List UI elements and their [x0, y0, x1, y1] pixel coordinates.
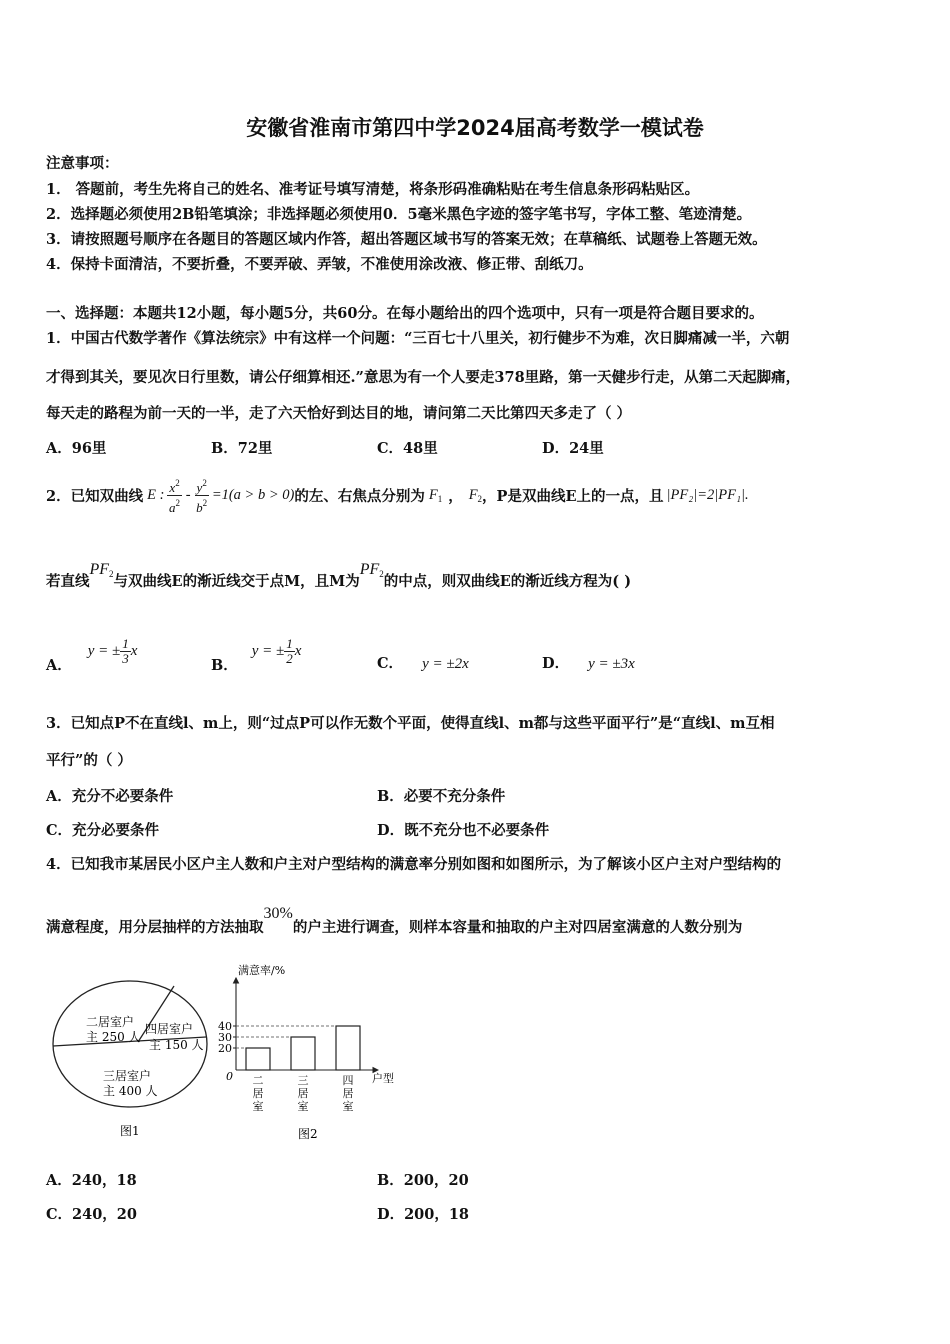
q1-option-a: A．96里: [46, 440, 107, 457]
q4-option-d: D．200，18: [377, 1206, 470, 1223]
q2-eq-rest: =1(a > b > 0): [211, 487, 295, 503]
q2-f2-sub: 2: [477, 494, 483, 504]
notice-item-2: 2．选择题必须使用2B铅笔填涂；非选择题必须使用0．5毫米黑色字迹的签字笔书写，字体工整、笔迹清楚。: [46, 206, 752, 223]
section-header: 一、选择题：本题共12小题，每小题5分，共60分。在每小题给出的四个选项中，只有一项是符合题目要求的。: [46, 305, 764, 322]
q2-f1: F: [428, 487, 438, 503]
q4-option-c: C．240，20: [46, 1206, 137, 1223]
q3-line1: 3．已知点P不在直线l、m上，则“过点P可以作无数个平面，使得直线l、m都与这些平面平行”是“直线l、m互相: [46, 715, 775, 732]
q4-line2-a: 满意程度，用分层抽样的方法抽取: [46, 919, 264, 936]
q2-pf2-1-sub: 2: [109, 569, 114, 579]
q2-option-a: [46, 628, 137, 675]
q3-option-d: D．既不充分也不必要条件: [377, 822, 550, 839]
q2-option-d-eq: y = ±3x: [588, 656, 635, 672]
bar-二居室: [246, 1048, 270, 1070]
q2-option-a-x: x: [130, 643, 138, 659]
q2-option-b-x: x: [294, 643, 302, 659]
bar-caption: 图2: [298, 1127, 318, 1141]
q3-option-a: A．充分不必要条件: [46, 788, 174, 805]
q2-option-a-pre: y = ±: [87, 643, 121, 659]
bar-ylabel: 满意率/%: [238, 964, 286, 977]
notice-item-4: 4．保持卡面清洁，不要折叠，不要弄破、弄皱，不准使用涂改液、修正带、刮纸刀。: [46, 256, 593, 273]
q2-mid1: 的左、右焦点分别为: [294, 488, 425, 505]
q4-option-b: B．200，20: [377, 1172, 469, 1189]
q3-option-c: C．充分必要条件: [46, 822, 160, 839]
bar-origin: 0: [226, 1070, 233, 1083]
notice-item-1: 1． 答题前，考生先将自己的姓名、准考证号填写清楚，将条形码准确粘贴在考生信息条形码粘贴区。: [46, 181, 700, 198]
bar-category-label-0: 二居室: [252, 1074, 264, 1113]
q2-x-sup: 2: [175, 478, 180, 488]
q2-line2: [46, 561, 632, 591]
q3-option-b: B．必要不充分条件: [377, 788, 506, 805]
q1-line2: 才得到其关，要见次日行里数，请公仔细算相还.”意思为有一个人要走378里路，第一天健步行走，从第二天起脚痛，: [46, 369, 801, 386]
q2-option-b-num: 1: [286, 636, 293, 651]
q1-option-c: C．48里: [377, 440, 438, 457]
q1-line3: 每天走的路程为前一天的一半，走了六天恰好到达目的地，请问第二天比第四天多走了（ ）: [46, 405, 632, 422]
bar-四居室: [336, 1026, 360, 1070]
q4-line2: [46, 905, 743, 937]
bar-category-label-1: 三居室: [297, 1074, 309, 1113]
q2-frac-x: [167, 476, 181, 515]
q4-percent: 30%: [263, 905, 293, 922]
q2-option-c: [377, 652, 469, 673]
q2-option-b-den: 2: [286, 651, 293, 666]
pie-label-4room-1: 四居室户: [145, 1022, 194, 1036]
q1-line1: 1．中国古代数学著作《算法统宗》中有这样一个问题：“三百七十八里关，初行健步不为难，次日脚痛减一半，六朝: [46, 330, 790, 347]
q2-option-a-num: 1: [122, 636, 129, 651]
q2-condition: |PF₂|=2|PF₁|.: [666, 487, 749, 503]
q2-sep: ，: [448, 488, 463, 505]
pie-caption: 图1: [120, 1124, 140, 1138]
bar-chart-figure: [208, 958, 408, 1143]
q2-frac-y: [195, 476, 209, 515]
q2-option-c-eq: y = ±2x: [422, 656, 469, 672]
pie-label-3room-2: 主 400 人: [103, 1084, 158, 1098]
q2-x: x: [169, 480, 176, 495]
q2-option-a-den: 3: [122, 651, 129, 666]
bar-ytick-label-30: 30: [218, 1031, 232, 1044]
q2-pf2-1: PF: [89, 561, 110, 578]
pie-label-2room-2: 主 250 人: [86, 1030, 141, 1044]
q2-b: b: [196, 500, 203, 515]
pie-label-3room-1: 三居室户: [103, 1069, 152, 1083]
q2-f1-sub: 1: [437, 494, 443, 504]
pie-chart-figure: [50, 972, 220, 1142]
q2-pf2-2: PF: [359, 561, 380, 578]
bar-category-label-2: 四居室: [342, 1074, 354, 1113]
q2-a-sup: 2: [175, 498, 181, 508]
q1-option-d: D．24里: [542, 440, 604, 457]
q2-mid2: ，P是双曲线E上的一点，且: [482, 488, 664, 505]
q2-option-b-pre: y = ±: [251, 643, 285, 659]
q1-option-b: B．72里: [211, 440, 273, 457]
q2-option-d: [542, 652, 635, 673]
q4-line2-b: 的户主进行调查，则样本容量和抽取的户主对四居室满意的人数分别为: [292, 919, 743, 936]
q2-option-b-label: B．: [211, 657, 238, 674]
q2-pf2-2-sub: 2: [379, 569, 384, 579]
bar-三居室: [291, 1037, 315, 1070]
q2-a: a: [169, 500, 176, 515]
bar-ytick-label-20: 20: [218, 1042, 232, 1055]
q2-line2-a: 若直线: [46, 573, 90, 590]
q2-eq-e: E :: [147, 487, 165, 503]
q2-option-a-label: A．: [46, 657, 72, 674]
q4-option-a: A．240，18: [46, 1172, 137, 1189]
bar-ytick-label-40: 40: [218, 1020, 232, 1033]
q2-line1: [46, 476, 749, 515]
q2-line2-b: 与双曲线E的渐近线交于点M，且M为: [113, 573, 360, 590]
q2-y-sup: 2: [202, 478, 207, 488]
bar-xlabel: 户型: [372, 1072, 394, 1085]
notice-item-3: 3．请按照题号顺序在各题目的答题区域内作答，超出答题区域书写的答案无效；在草稿纸、试题卷上答题无效。: [46, 231, 767, 248]
pie-label-2room-1: 二居室户: [86, 1015, 135, 1029]
q2-option-d-label: D．: [542, 655, 570, 672]
q2-line2-c: 的中点，则双曲线E的渐近线方程为( ): [383, 573, 632, 590]
q2-b-sup: 2: [202, 498, 208, 508]
notice-heading: 注意事项：: [46, 155, 119, 172]
q4-line1: 4．已知我市某居民小区户主人数和户主对户型结构的满意率分别如图和如图所示，为了解该小区户主对户型结构的: [46, 856, 782, 873]
q2-option-a-frac: [120, 637, 131, 666]
q2-option-b: [211, 628, 301, 675]
q2-minus: -: [185, 487, 191, 503]
q3-line2: 平行”的（ ）: [46, 752, 132, 769]
pie-label-4room-2: 主 150 人: [149, 1038, 204, 1052]
q2-option-c-label: C．: [377, 655, 404, 672]
q2-y: y: [196, 480, 203, 495]
q2-option-b-frac: [284, 637, 295, 666]
q2-prefix: 2．已知双曲线: [46, 488, 144, 505]
q2-f2: F: [468, 487, 478, 503]
page-title: 安徽省淮南市第四中学2024届高考数学一模试卷: [246, 116, 704, 140]
